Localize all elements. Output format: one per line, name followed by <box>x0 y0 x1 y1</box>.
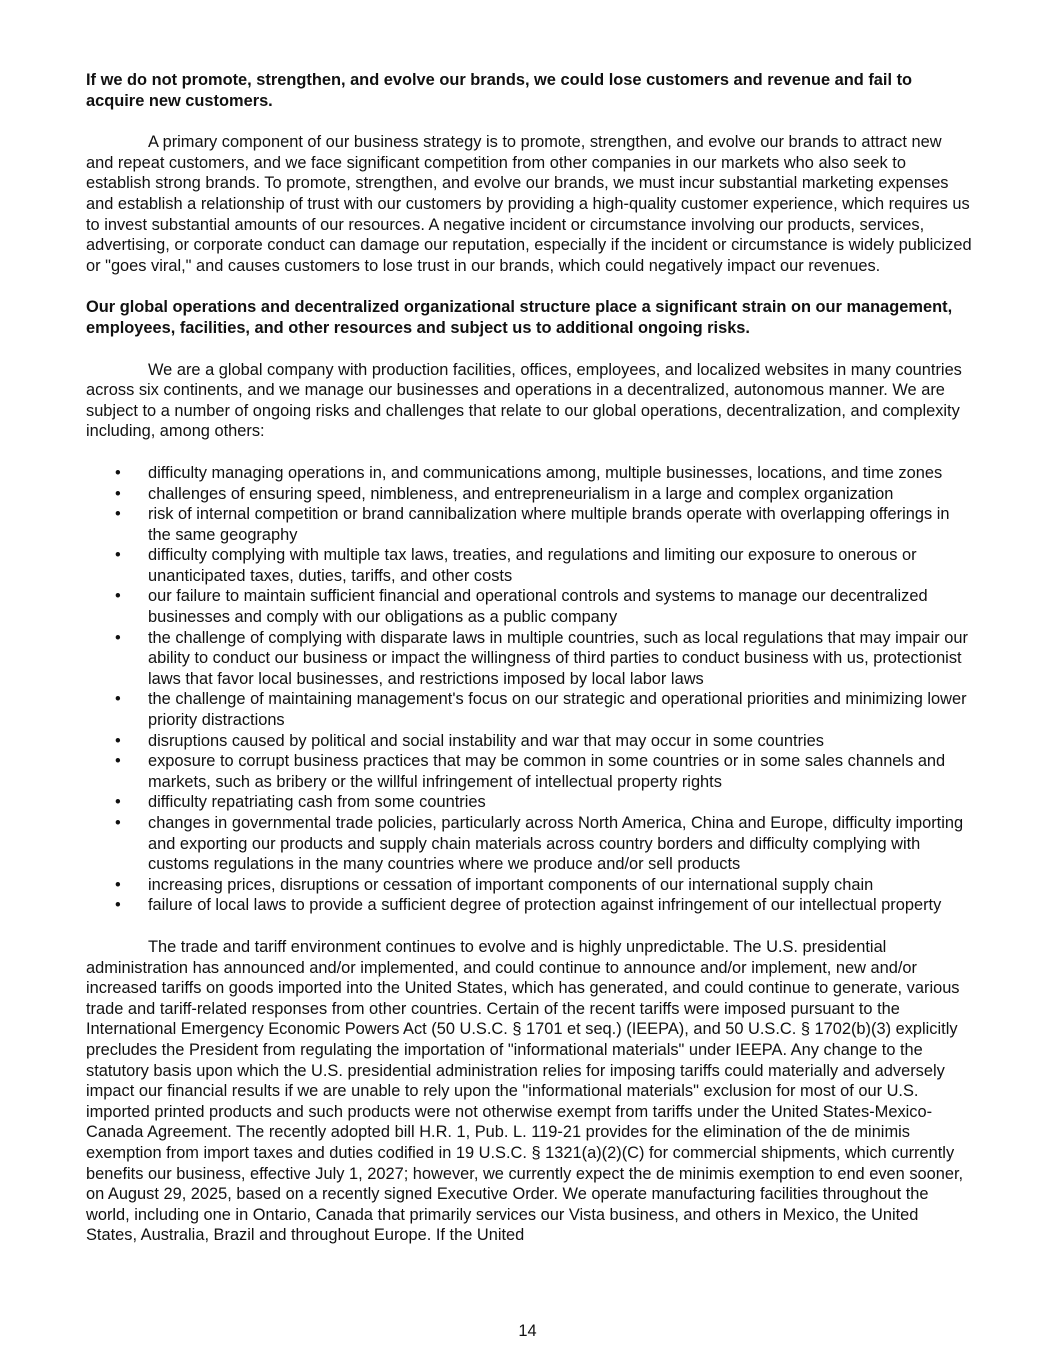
list-item <box>86 463 972 484</box>
list-item-text: changes in governmental trade policies, particularly across North America, China and Europe, difficulty importing and exporting our products and supply chain materials across country borders and difficulty complying with customs regulations in the many countries where we produce and/or sell products <box>148 814 964 874</box>
list-item <box>86 586 972 627</box>
list-item <box>86 751 972 792</box>
bullet-icon: • <box>115 793 121 812</box>
list-item <box>86 875 972 896</box>
list-item-text: exposure to corrupt business practices that may be common in some countries or in some sales channels and markets, such as bribery or the willful infringement of intellectual property rights <box>148 752 946 791</box>
list-item <box>86 813 972 875</box>
risk-bullet-list <box>86 463 972 916</box>
bullet-icon: • <box>115 690 121 709</box>
bullet-icon: • <box>115 875 121 894</box>
bullet-icon: • <box>115 463 121 482</box>
list-item <box>86 895 972 916</box>
section-heading-global-operations: Our global operations and decentralized organizational structure place a significant strain on our management, employees, facilities, and other resources and subject us to additional ongoing risks. <box>86 298 953 337</box>
list-item <box>86 484 972 505</box>
list-item-text: challenges of ensuring speed, nimbleness, and entrepreneurialism in a large and complex organization <box>148 484 894 503</box>
list-item-text: difficulty repatriating cash from some countries <box>148 793 486 812</box>
list-item <box>86 792 972 813</box>
list-item-text: risk of internal competition or brand cannibalization where multiple brands operate with overlapping offerings in the same geography <box>148 505 950 544</box>
bullet-icon: • <box>115 587 121 606</box>
section-heading-brands: If we do not promote, strengthen, and evolve our brands, we could lose customers and revenue and fail to acquire new customers. <box>86 71 913 110</box>
list-item-text: difficulty complying with multiple tax laws, treaties, and regulations and limiting our exposure to onerous or unanticipated taxes, duties, tariffs, and other costs <box>148 546 917 585</box>
document-page <box>86 70 972 1267</box>
list-item-text: disruptions caused by political and social instability and war that may occur in some countries <box>148 731 824 750</box>
list-item-text: failure of local laws to provide a sufficient degree of protection against infringement of our intellectual property <box>148 896 942 915</box>
bullet-icon: • <box>115 505 121 524</box>
bullet-icon: • <box>115 484 121 503</box>
list-item-text: our failure to maintain sufficient financial and operational controls and systems to manage our decentralized businesses and comply with our obligations as a public company <box>148 587 928 627</box>
list-item-text: increasing prices, disruptions or cessation of important components of our international supply chain <box>148 875 874 894</box>
list-item-text: the challenge of complying with disparate laws in multiple countries, such as local regulations that may impair our ability to conduct our business or impact the willingness of third parties to conduct business with us, protectionist laws that favor local businesses, and restrictions imposed by local labor laws <box>148 628 968 688</box>
list-item-text: difficulty managing operations in, and communications among, multiple businesses, locations, and time zones <box>148 463 943 482</box>
bullet-icon: • <box>115 628 121 647</box>
list-item <box>86 628 972 690</box>
bullet-icon: • <box>115 752 121 771</box>
bullet-icon: • <box>115 896 121 915</box>
bullet-icon: • <box>115 731 121 750</box>
section-paragraph-global-operations: We are a global company with production facilities, offices, employees, and localized websites in many countries across six continents, and we manage our businesses and operations in a decentralized, autonomous manner. We are subject to a number of ongoing risks and challenges that relate to our global operations, decentralization, and complexity including, among others: <box>86 360 962 441</box>
section-paragraph-brands: A primary component of our business strategy is to promote, strengthen, and evolve our brands to attract new and repeat customers, and we face significant competition from other companies in our markets who also seek to establish strong brands. To promote, strengthen, and evolve our brands, we must incur substantial marketing expenses and establish a relationship of trust with our customers by providing a high-quality customer experience, which requires us to invest substantial amounts of our resources. A negative incident or circumstance involving our products, services, advertising, or corporate conduct can damage our reputation, especially if the incident or circumstance is widely publicized or "goes viral," and causes customers to lose trust in our brands, which could negatively impact our revenues. <box>86 133 972 275</box>
tariff-paragraph: The trade and tariff environment continues to evolve and is highly unpredictable. The U.S. presidential administration has announced and/or implemented, and could continue to announce and/or implement, new and/or increased tariffs on goods imported into the United States, which has generated, and could continue to generate, various trade and tariff-related responses from other countries. Certain of the recent tariffs were imposed pursuant to the International Emergency Economic Powers Act (50 U.S.C. § 1701 et seq.) (IEEPA), and 50 U.S.C. § 1702(b)(3) explicitly precludes the President from regulating the importation of "informational materials" under IEEPA. Any change to the statutory basis upon which the U.S. presidential administration relies for imposing tariffs could materially and adversely impact our financial results if we are unable to rely upon the "informational materials" exclusion for most of our U.S. imported printed products and such products were not otherwise exempt from tariffs under the United States-Mexico-Canada Agreement. The recently adopted bill H.R. 1, Pub. L. 119-21 provides for the elimination of the de minimis exemption from import taxes and duties codified in 19 U.S.C. § 1321(a)(2)(C) for commercial shipments, which currently benefits our business, effective July 1, 2027; however, we currently expect the de minimis exemption to end even sooner, on August 29, 2025, based on a recently signed Executive Order. We operate manufacturing facilities throughout the world, including one in Ontario, Canada that primarily services our Vista business, and others in Mexico, the United States, Australia, Brazil and throughout Europe. If the United <box>86 937 964 1245</box>
list-item <box>86 545 972 586</box>
bullet-icon: • <box>115 546 121 565</box>
bullet-icon: • <box>115 814 121 832</box>
list-item <box>86 731 972 752</box>
page-number: 14 <box>518 1322 537 1340</box>
list-item <box>86 504 972 545</box>
list-item-text: the challenge of maintaining management's focus on our strategic and operational priorities and minimizing lower priority distractions <box>148 690 967 730</box>
list-item <box>86 689 972 730</box>
